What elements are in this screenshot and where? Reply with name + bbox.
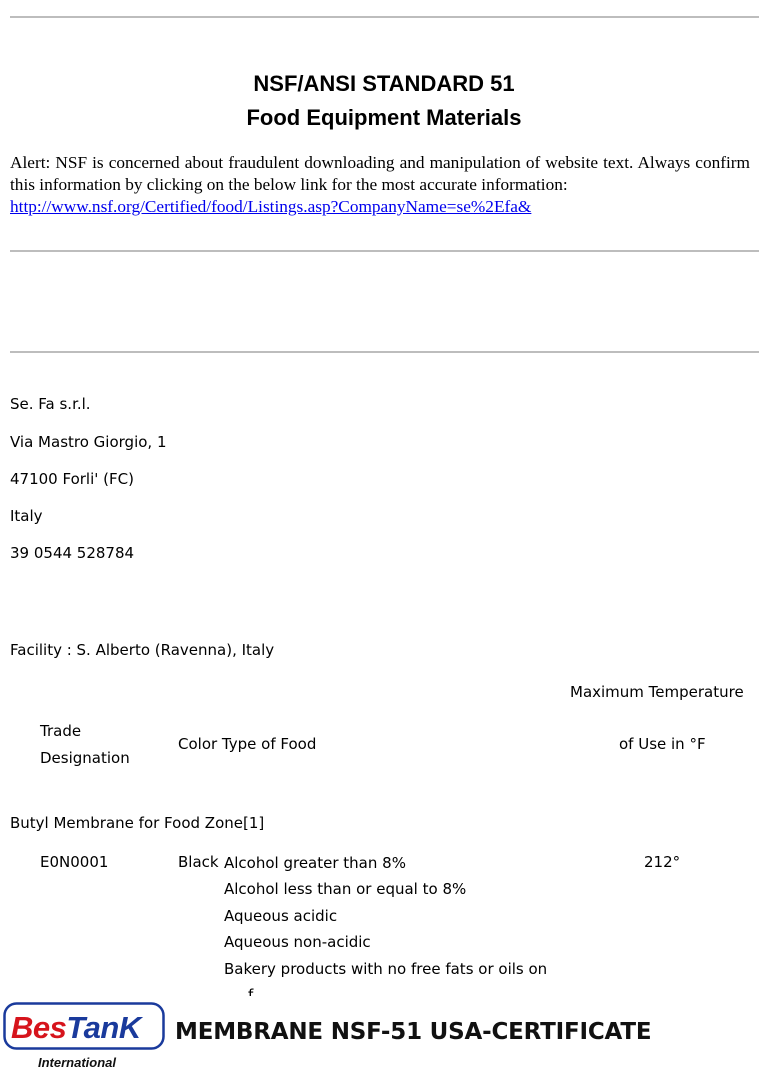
logo-text-a: Bes [11,1010,67,1045]
food-type-list [224,850,564,1008]
food-item: Alcohol less than or equal to 8% [224,880,467,899]
header-trade: Trade [40,722,82,740]
company-street: Via Mastro Giorgio, 1 [10,433,167,451]
food-item: Alcohol greater than 8% [224,854,406,872]
header-color-type: Color Type of Food [178,735,317,753]
logo-subtitle: International [38,1055,117,1070]
header-designation: Designation [40,749,130,767]
company-name: Se. Fa s.r.l. [10,395,91,413]
top-divider [10,16,759,18]
logo-text-c: anK [83,1010,141,1045]
footer-title: MEMBRANE NSF-51 USA-CERTIFICATE [175,1019,652,1045]
alert-notice [10,152,750,218]
logo-text-b: T [66,1010,84,1045]
page-title: NSF/ANSI STANDARD 51 [253,71,515,96]
svg-text:BesTanK [11,1010,144,1045]
divider-2 [10,351,759,353]
row-trade: E0N0001 [40,853,109,871]
company-phone: 39 0544 528784 [10,544,135,562]
alert-text: Alert: NSF is concerned about fraudulent downloading and manipulation of website text. Always confirm this information by clicking on the below link for the most accurate information: [10,153,750,194]
facility-line: Facility : S. Alberto (Ravenna), Italy [10,641,275,659]
bestank-logo [3,1002,165,1050]
nsf-listing-link[interactable]: http://www.nsf.org/Certified/food/Listings.asp?CompanyName=se%2Efa& [10,197,532,216]
section-title: Butyl Membrane for Food Zone[1] [10,814,265,832]
row-temp: 212° [644,853,681,871]
company-country: Italy [10,507,43,525]
header-of-use: of Use in °F [619,735,706,753]
row-color: Black [178,853,219,871]
food-item: Aqueous acidic [224,906,338,925]
page-subtitle: Food Equipment Materials [246,105,522,130]
header-max-temp: Maximum Temperature [570,683,744,701]
food-item: Aqueous non-acidic [224,933,371,952]
company-city: 47100 Forli' (FC) [10,470,134,488]
food-item: Bakery products with no free fats or oils on [224,959,548,978]
divider-1 [10,250,759,252]
